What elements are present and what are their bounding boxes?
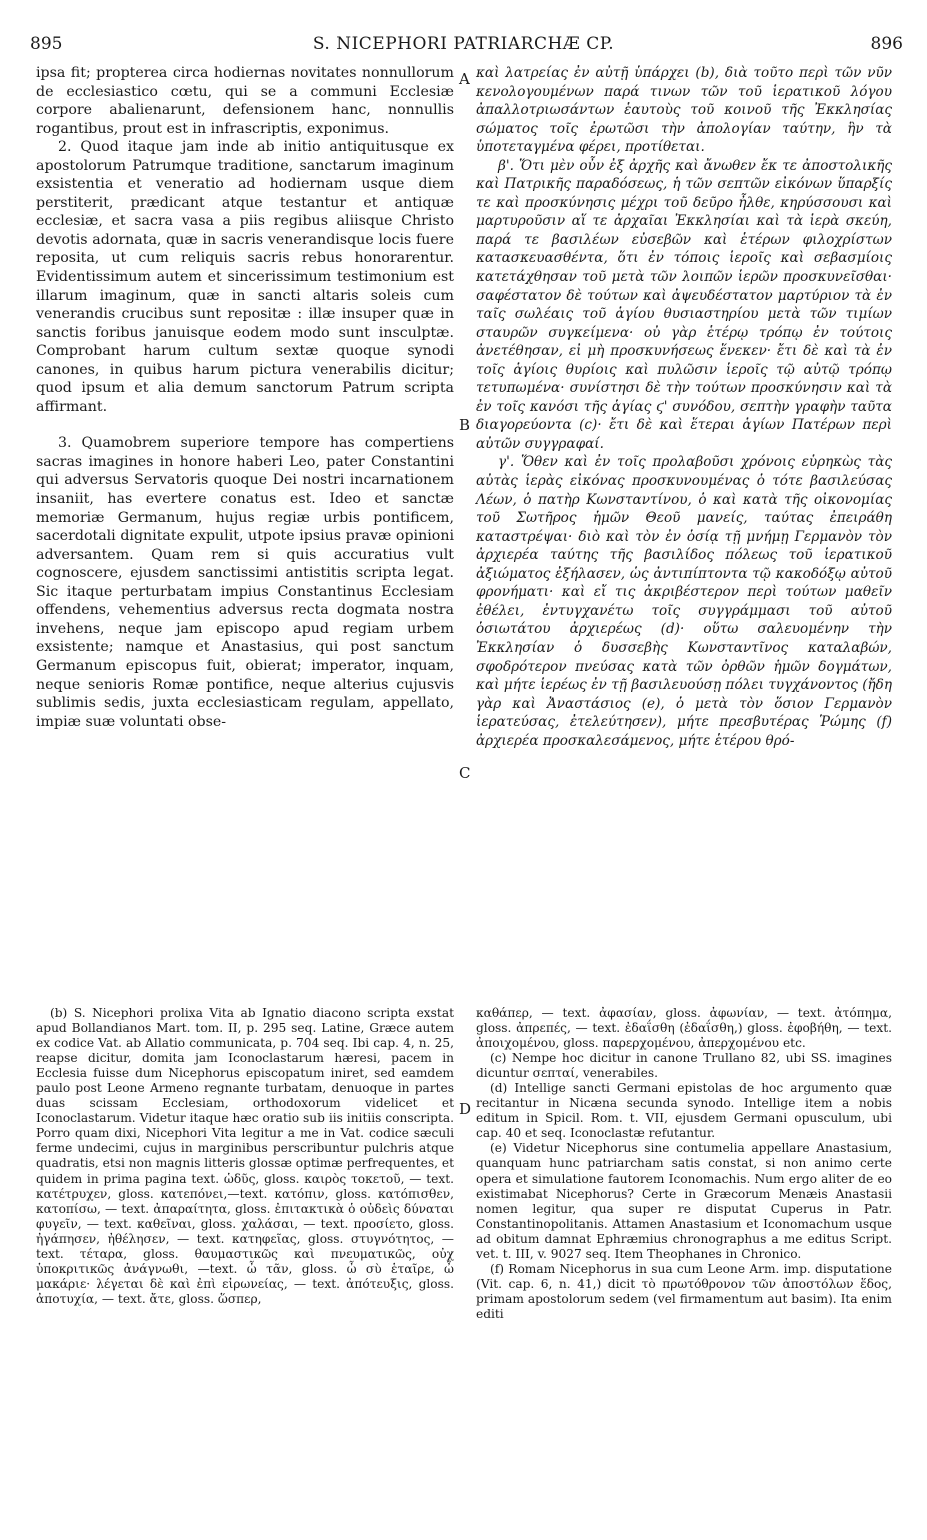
greek-paragraph-2: β'. Ὅτι μὲν οὖν ἐξ ἀρχῆς καὶ ἄνωθεν ἔκ τε ἀποστολικῆς καὶ Πατρικῆς παραδόσεως, ἡ τῶν σεπτῶν εἰκόνων ὕπαρξίς τε καὶ προσκύνησις μέχρι τοῦ δεῦρο ἦλθε, κηρύσσουσι καὶ μαρτυροῦσιν αἵ τε ἀρχαῖαι Ἐκκλησίαι καὶ τὰ ἱερὰ σκεύη, παρά τε βασιλέων εὐσεβῶν καὶ ἑτέρων φιλοχρίστων κατασκευασθέντα, ὅτι ἐν τόποις ἱεροῖς καὶ σεβασμίοις κατετάχθησαν τοῦ μετὰ τῶν λοιπῶν ἱερῶν προσκυνεῖσθαι· σαφέστατον δὲ τούτων καὶ ἀψευδέστατον μαρτύριον τὰ ἐν ταῖς σωλέαις τοῦ ἁγίου θυσιαστηρίου μετὰ τῶν τιμίων σταυρῶν συγκείμενα· οὐ γὰρ ἑτέρῳ τρόπῳ ἐν τούτοις ἀνετέθησαν, εἰ μὴ προσκυνήσεως ἕνεκεν· ἔτι δὲ καὶ τὰ ἐν τοῖς ἁγίοις θυρίοις καὶ πυλῶσιν ἱεροῖς τῷ αὐτῷ τρόπῳ τετυπωμένα· συνίστησι δὲ τὴν τούτων προσκύνησιν καὶ τὰ ἐν τοῖς κανόσι τῆς ἁγίας ϛ' συνόδου, σεπτὴν γραφὴν ταῦτα διαγορεύοντα (c)· ἔτι δὲ καὶ ἕτεραι ἁγίων Πατέρων περὶ αὐτῶν συγγραφαί. (476, 157, 892, 452)
latin-paragraph-1: ipsa fit; propterea circa hodiernas novitates nonnullorum de ecclesiastico cœtu, qui se a communi Ecclesiæ corpore abalienarunt, defensionem hanc, nonnullis rogantibus, prout est in infrascriptis, exponimus. (36, 65, 454, 137)
latin-paragraph-3: 3. Quamobrem superiore tempore has compertiens sacras imagines in honore haberi Leo, pater Constantini qui adversus Servatoris quoque Dei nostri incarnationem insaniit, has evertere conatus est. Ideo et sanctæ memoriæ Germanum, hujus regiæ urbis pontificem, sacerdotali dignitate expulit, utpote ipsius pravæ opinioni adversantem. Quam rem si quis accuratius vult cognoscere, ejusdem sanctissimi antistitis scripta legat. Sic itaque perturbatam impius Constantinus Ecclesiam offendens, vehementius adversus recta dogmata nostra invehens, neque jam episcopo apud regiam urbem exsistente; namque et Anastasius, qui post sanctum Germanum episcopus fuit, obierat; imperator, inquam, neque senioris Romæ pontifice, neque alterius cujusvis sublimis sedis, juxta ecclesiasticam regulam, appellato, impiæ suæ voluntati obse- (36, 435, 454, 730)
footnotes-right (476, 1006, 892, 1530)
greek-column (476, 64, 892, 982)
footnotes-left (36, 1006, 454, 1530)
paragraph-gap (36, 416, 454, 434)
footnote-f: (f) Romam Nicephorus in sua cum Leone Arm. imp. disputatione (Vit. cap. 6, n. 41,) dicit τὸ πρωτόθρονον τῶν ἀποστόλων ἕδος, primam apostolorum sedem (vel firmamentum aut basim). Ita enim editi (476, 1261, 892, 1321)
greek-paragraph-1: καὶ λατρείας ἐν αὐτῇ ὑπάρχει (b), διὰ τοῦτο περὶ τῶν νῦν κενολογουμένων παρά τινων τῶν τοῦ ἱερατικοῦ λόγου ἀπαλλοτριωσάντων ἑαυτοὺς τοῦ κοινοῦ τῆς Ἐκκλησίας σώματος τοῖς ἐρωτῶσι τὴν ἀπολογίαν ταύτην, ἣν τὰ ὑποτεταγμένα φέρει, προτίθεται. (476, 65, 892, 156)
latin-paragraph-2: 2. Quod itaque jam inde ab initio antiquitusque ex apostolorum Patrumque traditione, sanctarum imaginum exsistentia et veneratio ad hodiernam usque diem perstiterit, prædicant atque testantur et antiquæ ecclesiæ, et sacra vasa a piis regibus aliisque Christo devotis adornata, quæ in sacris venerandisque locis fuere reposita, ut cum reliquis sacris rebus honorarentur. Evidentissimum autem et sincerissimum testimonium est illarum imaginum, quæ in sancti altaris soleis cum venerandis crucibus sunt repositæ : illæ insuper quæ in sanctis foribus januisque eodem modo sunt insculptæ. Comprobant harum cultum sextæ quoque synodi canones, in quibus harum pictura venerabilis dicitur; quod ipsum et alia demum sanctorum Patrum scripta affirmant. (36, 139, 454, 415)
footnote-b-continued: καθάπερ, — text. ἀφασίαν, gloss. ἀφωνίαν, — text. ἀτόπημα, gloss. ἀπρεπές, — text. ἐδαΐσθη (ἐδαΐσθη,) gloss. ἐφοβήθη, — text. ἀποιχομένου, gloss. παρερχομένου, ἀπερχομένου etc. (476, 1006, 892, 1051)
footnote-d: (d) Intellige sancti Germani epistolas de hoc argumento quæ recitantur in Nicæna secunda synodo. Intellige item a nobis editum in Spicil. Rom. t. VII, ejusdem Germani opusculum, ubi cap. 40 et seq. Iconoclastæ refutantur. (476, 1081, 892, 1141)
running-header (0, 34, 927, 60)
margin-letter-b: B (459, 416, 471, 434)
left-page-number: 895 (30, 34, 63, 54)
right-page-number: 896 (870, 34, 903, 54)
margin-letter-c: C (459, 764, 471, 782)
margin-letter-a: A (459, 70, 470, 88)
latin-column (36, 64, 454, 982)
running-title: S. NICEPHORI PATRIARCHÆ CP. (312, 34, 615, 54)
footnote-e: (e) Videtur Nicephorus sine contumelia appellare Anastasium, quanquam hunc patriarcham satis constat, si non animo certe opera et simulatione fautorem Iconomachis. Num ergo aliter de eo existimabat Nicephorus? Certe in Græcorum Menæis Anastasii nomen legitur, qua super re disputat Cuperus in Patr. Constantinopolitanis. Attamen Anastasium et Iconomachum usque ad obitum damnat Ephræmius chronographus a me editus Script. vet. t. III, v. 9027 seq. Item Theophanes in Chronico. (476, 1141, 892, 1261)
greek-paragraph-3: γ'. Ὅθεν καὶ ἐν τοῖς προλαβοῦσι χρόνοις εὑρηκὼς τὰς αὐτὰς ἱερὰς εἰκόνας προσκυνουμένας ὁ τότε βασιλεύσας Λέων, ὁ πατὴρ Κωνσταντίνου, ὁ καὶ κατὰ τῆς οἰκονομίας τοῦ Σωτῆρος ἡμῶν Θεοῦ μανείς, ταύτας ἐπειράθη καταστρέψαι· διὸ καὶ τὸν ἐν ὁσίᾳ τῇ μνήμῃ Γερμανὸν τὸν ἀρχιερέα ταύτης τῆς βασιλίδος πόλεως τοῦ ἱερατικοῦ ἀξιώματος ἐξήλασεν, ὡς ἀντιπίπτοντα τῷ κακοδόξῳ αὐτοῦ φρονήματι· καὶ εἴ τις ἀκριβέστερον περὶ τούτων μαθεῖν ἐθέλει, ἐντυγχανέτω τοῖς συγγράμμασι τοῦ αὐτοῦ ὁσιωτάτου ἀρχιερέως (d)· οὕτω σαλευομένην τὴν Ἐκκλησίαν ὁ δυσσεβὴς Κωνσταντῖνος καταλαβών, σφοδρότερον πνεύσας κατὰ τῶν ὀρθῶν ἡμῶν δογμάτων, καὶ μήτε ἱερέως ἐν τῇ βασιλευούσῃ πόλει τυγχάνοντος (ἤδη γὰρ καὶ Ἀναστάσιος (e), ὁ μετὰ τὸν ὅσιον Γερμανὸν ἱερατεύσας, ἐτελεύτησεν), μήτε πρεσβυτέρας Ῥώμης (f) ἀρχιερέα προσκαλεσάμενος, μήτε ἑτέρου θρό- (476, 454, 892, 749)
footnote-c: (c) Nempe hoc dicitur in canone Trullano 82, ubi SS. imagines dicuntur σεπταί, venerabiles. (476, 1051, 892, 1081)
footnote-b: (b) S. Nicephori prolixa Vita ab Ignatio diacono scripta exstat apud Bollandianos Mart. tom. II, p. 295 seq. Latine, Græce autem ex codice Vat. ab Allatio communicata, p. 704 seq. Ibi cap. 4, n. 25, reapse dicitur, domita jam Iconoclastarum hæresi, pacem in Ecclesia fuisse dum Nicephorus episcopatum iniret, sed eamdem paulo post Leone Armeno regnante turbatam, denuoque in partes duas scissam Ecclesiam, orthodoxorum videlicet et Iconoclastarum. Videtur itaque hæc oratio sub iis initiis conscripta. Porro quam dixi, Nicephori Vita legitur a me in Vat. codice sæculi ferme undecimi, cujus in marginibus perscribuntur pulchris atque quadratis, etsi non magnis litteris glossæ optimæ perfrequentes, et quidem in prima pagina text. ὡδῦς, gloss. καιρὸς τοκετοῦ, — text. κατέτρυχεν, gloss. κατεπόνει,—text. κατόπιν, gloss. κατόπισθεν, κατοπίσω, — text. ἀπαραίτητα, gloss. ἐπιτακτικὰ ὁ οὐδεὶς δύναται φυγεῖν, — text. καθεῖναι, gloss. χαλάσαι, — text. προσίετο, gloss. ἠγάπησεν, ἠθέλησεν, — text. κατηφεῖας, gloss. στυγνότητος, — text. τέταρα, gloss. θαυμαστικῶς καὶ πνευματικῶς, οὐχ ὑποκριτικῶς ἀνάγνωθι, —text. ὦ τᾶν, gloss. ὦ σὺ ἑταῖρε, ὦ μακάριε· λέγεται δὲ καὶ ἐπὶ εἰρωνείας, — text. ἀπότευξις, gloss. ἀποτυχία, — text. ἄτε, gloss. ὥσπερ, (36, 1006, 454, 1306)
margin-letter-d: D (459, 1100, 472, 1118)
